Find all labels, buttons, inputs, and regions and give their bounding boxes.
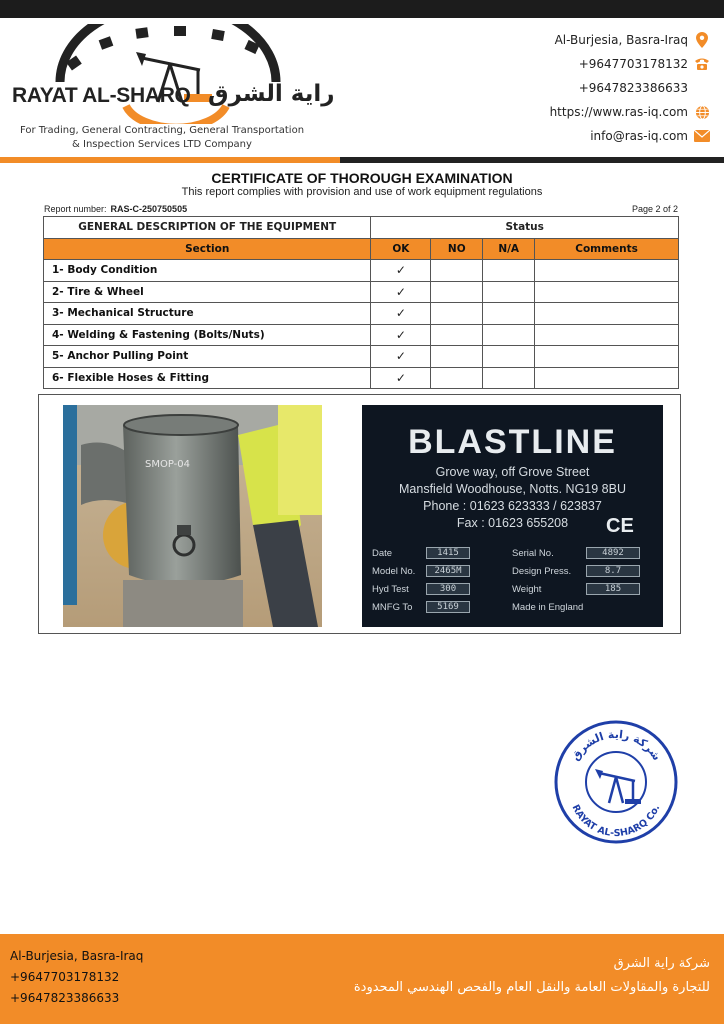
- logo-tagline: [12, 124, 312, 152]
- row-na: [483, 303, 535, 325]
- contact-address: [450, 28, 710, 52]
- logo-english-name: RAYAT AL-SHARQ: [12, 84, 191, 107]
- company-logo: [8, 24, 338, 150]
- table-row: [44, 367, 679, 389]
- col-comments: Comments: [535, 238, 679, 260]
- table-header-row: [44, 217, 679, 239]
- row-ok-check: ✓: [371, 324, 431, 346]
- contact-email[interactable]: [450, 124, 710, 148]
- footer-address: Al-Burjesia, Basra-Iraq: [10, 949, 144, 963]
- contact-phone1[interactable]: [450, 52, 710, 76]
- footer-contacts: [10, 946, 143, 1009]
- certificate-title: CERTIFICATE OF THOROUGH EXAMINATION: [211, 170, 513, 186]
- plate-brand: BLASTLINE: [408, 423, 617, 461]
- contact-phone2-text[interactable]: +9647823386633: [578, 81, 688, 95]
- row-ok-check: ✓: [371, 346, 431, 368]
- plate-address-line2: Mansfield Woodhouse, Notts. NG19 8BU: [399, 482, 626, 496]
- col-na: N/A: [483, 238, 535, 260]
- footer-company-name-ar: شركة راية الشرق: [613, 956, 710, 971]
- contact-email-text[interactable]: info@ras-iq.com: [590, 129, 688, 143]
- row-section: 1- Body Condition: [44, 260, 371, 282]
- plate-mnfg-label: MNFG To: [372, 602, 413, 613]
- row-na: [483, 260, 535, 282]
- plate-ce-mark: CE: [606, 515, 634, 537]
- page-indicator: Page 2 of 2: [631, 204, 678, 214]
- col-ok: OK: [371, 238, 431, 260]
- plate-fax: Fax : 01623 655208: [456, 516, 569, 530]
- table-row: [44, 281, 679, 303]
- footer-company-desc-ar: للتجارة والمقاولات العامة والنقل العام والفحص الهندسي المحدودة: [353, 980, 710, 995]
- plate-made-in: Made in England: [512, 602, 584, 613]
- plate-phone: Phone : 01623 623333 / 623837: [423, 499, 602, 513]
- plate-date-value: 1415: [426, 547, 470, 559]
- row-ok-check: ✓: [371, 303, 431, 325]
- plate-hyd-label: Hyd Test: [372, 584, 409, 595]
- row-ok-check: ✓: [371, 281, 431, 303]
- row-no: [431, 260, 483, 282]
- logo-arabic-name: راية الشرق: [208, 81, 335, 107]
- globe-icon: [694, 104, 710, 120]
- row-no: [431, 303, 483, 325]
- plate-serial-value: 4892: [586, 547, 640, 559]
- plate-weight-label: Weight: [512, 584, 542, 595]
- col-no: NO: [431, 238, 483, 260]
- plate-weight-value: 185: [586, 583, 640, 595]
- header-contacts: [450, 28, 710, 148]
- footer-company-arabic: [290, 952, 710, 1000]
- plate-design-label: Design Press.: [512, 566, 572, 577]
- table-column-row: [44, 238, 679, 260]
- company-stamp: [553, 719, 679, 845]
- contact-website[interactable]: [450, 100, 710, 124]
- row-ok-check: ✓: [371, 260, 431, 282]
- table-row: [44, 260, 679, 282]
- row-section: 2- Tire & Wheel: [44, 281, 371, 303]
- row-no: [431, 281, 483, 303]
- row-comments: [535, 324, 679, 346]
- row-na: [483, 346, 535, 368]
- row-section: 4- Welding & Fastening (Bolts/Nuts): [44, 324, 371, 346]
- telephone-icon: [694, 56, 710, 72]
- nameplate-photo: [362, 405, 663, 627]
- logo-gear-graphic: [8, 24, 338, 124]
- row-no: [431, 367, 483, 389]
- row-section: 6- Flexible Hoses & Fitting: [44, 367, 371, 389]
- table-row: [44, 324, 679, 346]
- header-status: Status: [371, 217, 679, 239]
- report-number-label: Report number:: [44, 204, 107, 214]
- row-na: [483, 324, 535, 346]
- vessel-photo: [63, 405, 322, 627]
- plate-serial-label: Serial No.: [512, 548, 554, 559]
- stamp-english-text: RAYAT AL-SHARQ Co.: [569, 803, 663, 840]
- envelope-icon: [694, 128, 710, 144]
- table-row: [44, 303, 679, 325]
- location-pin-icon: [694, 32, 710, 48]
- contact-address-text: Al-Burjesia, Basra-Iraq: [554, 33, 688, 47]
- footer-phone2[interactable]: +9647823386633: [10, 991, 120, 1005]
- header-divider: [0, 157, 724, 163]
- contact-phone2[interactable]: [450, 76, 710, 100]
- row-comments: [535, 346, 679, 368]
- certificate-subtitle: This report complies with provision and use of work equipment regulations: [181, 186, 543, 198]
- tagline-line2: & Inspection Services LTD Company: [72, 139, 252, 150]
- plate-design-value: 8.7: [586, 565, 640, 577]
- plate-mnfg-value: 5169: [426, 601, 470, 613]
- plate-model-label: Model No.: [372, 566, 416, 577]
- header-general-description: GENERAL DESCRIPTION OF THE EQUIPMENT: [44, 217, 371, 239]
- contact-website-text[interactable]: https://www.ras-iq.com: [549, 105, 688, 119]
- row-na: [483, 367, 535, 389]
- phone-blank-icon: [694, 80, 710, 96]
- row-comments: [535, 260, 679, 282]
- plate-hyd-value: 300: [426, 583, 470, 595]
- plate-model-value: 2465M: [426, 565, 470, 577]
- row-ok-check: ✓: [371, 367, 431, 389]
- report-number-value: RAS-C-250750505: [110, 204, 188, 214]
- row-no: [431, 346, 483, 368]
- row-no: [431, 324, 483, 346]
- plate-date-label: Date: [372, 548, 393, 559]
- contact-phone1-text[interactable]: +9647703178132: [578, 57, 688, 71]
- stamp-arabic-text: شركة راية الشرق: [568, 727, 664, 763]
- row-na: [483, 281, 535, 303]
- top-bar: [0, 0, 724, 18]
- col-section: Section: [44, 238, 371, 260]
- row-comments: [535, 281, 679, 303]
- footer: [0, 934, 724, 1024]
- footer-phone1[interactable]: +9647703178132: [10, 970, 120, 984]
- report-number-line: [44, 204, 680, 214]
- inspection-table: [43, 216, 679, 389]
- plate-address-line1: Grove way, off Grove Street: [435, 465, 590, 479]
- row-comments: [535, 303, 679, 325]
- row-section: 3- Mechanical Structure: [44, 303, 371, 325]
- photo-panel: [38, 394, 681, 634]
- row-comments: [535, 367, 679, 389]
- table-row: [44, 346, 679, 368]
- tagline-line1: For Trading, General Contracting, General Transportation: [19, 125, 305, 136]
- row-section: 5- Anchor Pulling Point: [44, 346, 371, 368]
- vessel-marking: SMOP-04: [145, 459, 190, 470]
